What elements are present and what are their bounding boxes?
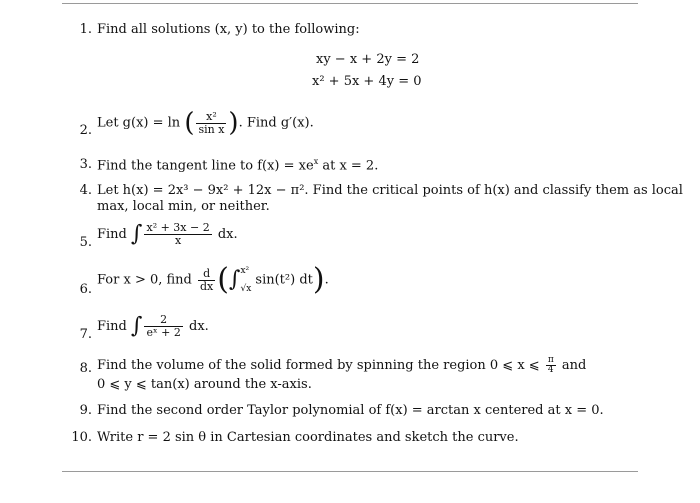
problem-3-text	[97, 157, 378, 173]
problem-6-text: For x > 0, find $\frac{d}{dx}$ (∫ x² √x sin(t²) dt).	[97, 262, 329, 297]
problem-9-number: 9.	[79, 403, 92, 418]
system-equation-1: xy − x + 2y = 2	[316, 52, 420, 67]
lower-limit: √x	[240, 284, 252, 294]
problem-10-text: Write r = 2 sin θ in Cartesian coordinates and sketch the curve.	[97, 430, 519, 445]
derivative-denominator: dx	[200, 279, 214, 293]
problem-2-number: 2.	[79, 123, 92, 138]
bottom-rule	[62, 471, 638, 472]
fraction-denominator: sin x	[198, 122, 225, 136]
right-paren: )	[228, 108, 239, 138]
problem-7-pre: Find	[97, 319, 127, 334]
problem-8-line-2: 0 ⩽ y ⩽ tan(x) around the x-axis.	[97, 377, 312, 392]
problem-7-post: dx.	[189, 319, 209, 334]
problem-4-line-2: max, local min, or neither.	[97, 199, 270, 214]
left-paren: (	[217, 262, 229, 297]
fraction-numerator: 2	[144, 314, 182, 327]
problem-1-text: Find all solutions (x, y) to the following:	[97, 22, 360, 37]
problem-2-fraction	[196, 111, 226, 136]
problem-2-text	[97, 110, 314, 136]
integral-sign: ∫	[131, 221, 143, 247]
pi-numerator: π	[547, 355, 554, 365]
derivative-operator	[198, 268, 215, 293]
integral-sign: ∫	[131, 313, 143, 339]
problem-6-pre: For x > 0, find	[97, 272, 192, 288]
problem-2-post: . Find g′(x).	[238, 115, 314, 131]
upper-limit: x²	[240, 266, 250, 276]
integral-limits	[240, 264, 251, 296]
problem-5-pre: Find	[97, 227, 127, 242]
problem-3-post: at x = 2.	[318, 158, 379, 174]
derivative-numerator: d	[198, 268, 215, 281]
problem-5-post: dx.	[217, 227, 238, 242]
problem-7-number: 7.	[79, 327, 92, 342]
integral-sign: ∫	[228, 267, 241, 292]
problem-5-fraction	[144, 222, 211, 247]
pi-denominator: 4	[547, 365, 554, 375]
problem-8-post: and	[561, 358, 587, 373]
problem-8-pre: Find the volume of the solid formed by spinning the region 0 ⩽ x ⩽	[97, 358, 540, 373]
fraction-denominator: eˣ + 2	[146, 326, 181, 339]
problem-7-fraction	[144, 314, 182, 339]
problem-1-number: 1.	[79, 22, 92, 37]
problem-6-number: 6.	[79, 282, 92, 297]
system-equation-2: x² + 5x + 4y = 0	[312, 74, 422, 89]
problem-3-pre: Find the tangent line to f(x) = xe	[97, 158, 314, 174]
fraction-numerator: x² + 3x − 2	[146, 221, 210, 234]
problem-7-text	[97, 314, 209, 339]
problem-5-text	[97, 222, 238, 247]
problem-3-number: 3.	[79, 157, 92, 172]
problem-4-number: 4.	[79, 183, 92, 198]
problem-2-pre: Let g(x) = ln	[97, 115, 181, 131]
problem-5-number: 5.	[79, 235, 92, 250]
problem-8-number: 8.	[79, 361, 92, 376]
integrand: sin(t²) dt	[255, 272, 313, 288]
problem-9-text: Find the second order Taylor polynomial of f(x) = arctan x centered at x = 0.	[97, 403, 604, 418]
problem-4-line-1: Let h(x) = 2x³ − 9x² + 12x − π². Find the critical points of h(x) and classify them as local	[97, 183, 683, 198]
left-paren: (	[184, 108, 195, 138]
right-paren: )	[312, 262, 325, 297]
problem-8-line-1	[97, 356, 586, 375]
fraction-numerator: x²	[196, 111, 226, 124]
problem-10-number: 10.	[71, 430, 92, 445]
pi-over-4	[546, 356, 556, 375]
fraction-denominator: x	[174, 234, 182, 247]
problem-3-exponent: x	[313, 157, 319, 166]
